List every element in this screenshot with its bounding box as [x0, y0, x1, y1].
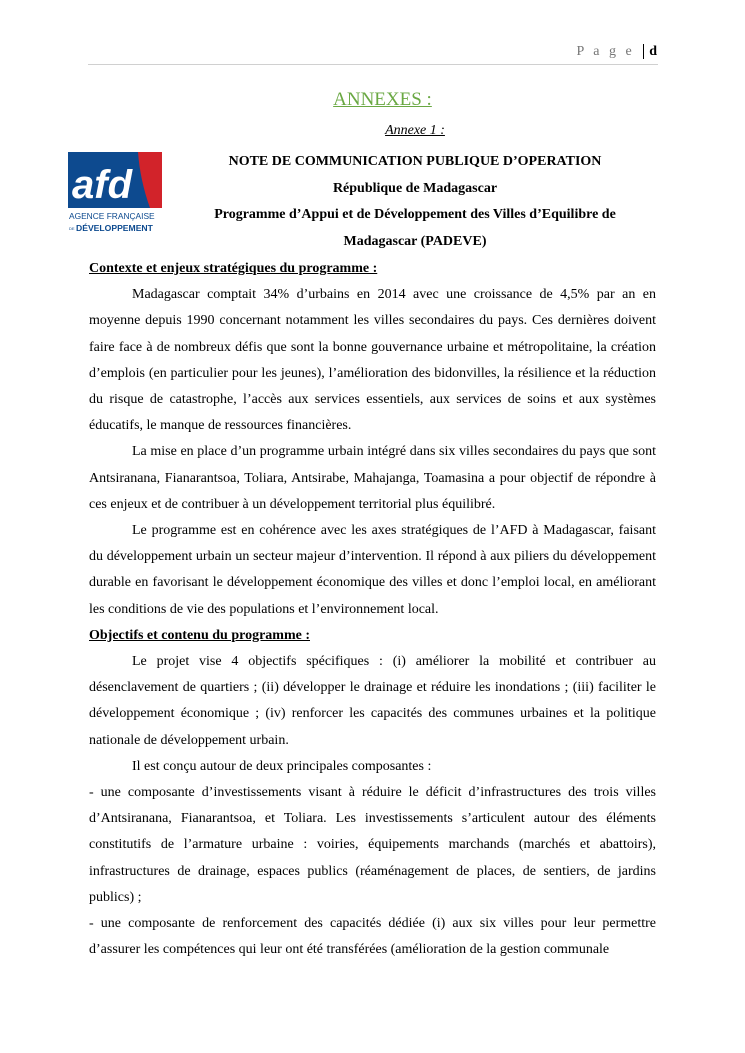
page-number: d	[643, 44, 657, 59]
logo-line1: AGENCE FRANÇAISE	[69, 211, 155, 221]
paragraph-7: - une composante de renforcement des capacités dédiée (i) aux six villes pour leur permettre d’assurer les compétences qui leur ont été transférées (amélioration de la gestion communale	[89, 916, 656, 958]
afd-logo	[68, 152, 162, 236]
paragraph-2: La mise en place d’un programme urbain intégré dans six villes secondaires du pays que sont Antsiranana, Fianarantsoa, Toliara, Antsirabe, Mahajanga, Toamasina a pour objectif de répondre à ces enjeux et de contribuer à un développement territorial plus équilibré.	[89, 444, 656, 512]
annexes-title: ANNEXES :	[333, 89, 432, 110]
paragraph-6: - une composante d’investissements visant à réduire le déficit d’infrastructures des trois villes d’Antsiranana, Fianarantsoa, et Toliara. Les investissements s’articulent autour des éléments constitutifs de l’armature urbaine : voiries, équipements marchands (marchés et abattoirs), infrastructures de drainage, espaces publics (réaménagement de places, de sentiers, de jardins publics) ;	[89, 785, 656, 905]
logo-line2-prefix: DE	[69, 226, 75, 231]
document-body	[89, 256, 656, 963]
annexe-subtitle: Annexe 1 :	[385, 123, 445, 138]
title-block	[180, 149, 650, 255]
contexte-heading: Contexte et enjeux stratégiques du programme :	[89, 261, 378, 276]
paragraph-3: Le programme est en cohérence avec les axes stratégiques de l’AFD à Madagascar, faisant du développement urbain un secteur majeur d’intervention. Il répond à aux piliers du développement durable en favorisant le développement économique des villes et donc l’emploi local, en améliorant les conditions de vie des populations et l’environnement local.	[89, 523, 656, 617]
title-line-1: NOTE DE COMMUNICATION PUBLIQUE D’OPERATION	[228, 154, 602, 169]
paragraph-1: Madagascar comptait 34% d’urbains en 2014 avec une croissance de 4,5% par an en moyenne depuis 1990 concernant notamment les villes secondaires du pays. Ces dernières doivent faire face à de nombreux défis que sont la bonne gouvernance urbaine et métropolitaine, la création d’emplois (en particulier pour les jeunes), l’amélioration des bidonvilles, la résilience et la réduction du risque de catastrophe, l’accès aux services essentiels, aux services de soins et aux systèmes éducatifs, le manque de ressources financières.	[89, 287, 656, 434]
title-line-3: Programme d’Appui et de Développement des Villes d’Equilibre de Madagascar (PADEVE)	[214, 207, 616, 249]
paragraph-4: Le projet vise 4 objectifs spécifiques : (i) améliorer la mobilité et contribuer au désenclavement de quartiers ; (ii) développer le drainage et réduire les inondations ; (iii) faciliter le développement économique ; (iv) renforcer les capacités des communes urbaines et la politique nationale de développement urbain.	[89, 654, 656, 748]
objectifs-heading: Objectifs et contenu du programme :	[89, 627, 310, 643]
paragraph-5: Il est conçu autour de deux principales composantes :	[132, 758, 432, 774]
title-line-2: République de Madagascar	[332, 180, 498, 196]
page-header	[577, 44, 658, 60]
logo-line2: DÉVELOPPEMENT	[76, 223, 153, 233]
logo-letters: afd	[72, 163, 132, 207]
page-label: P a g e	[576, 44, 635, 59]
header-rule	[88, 64, 658, 65]
